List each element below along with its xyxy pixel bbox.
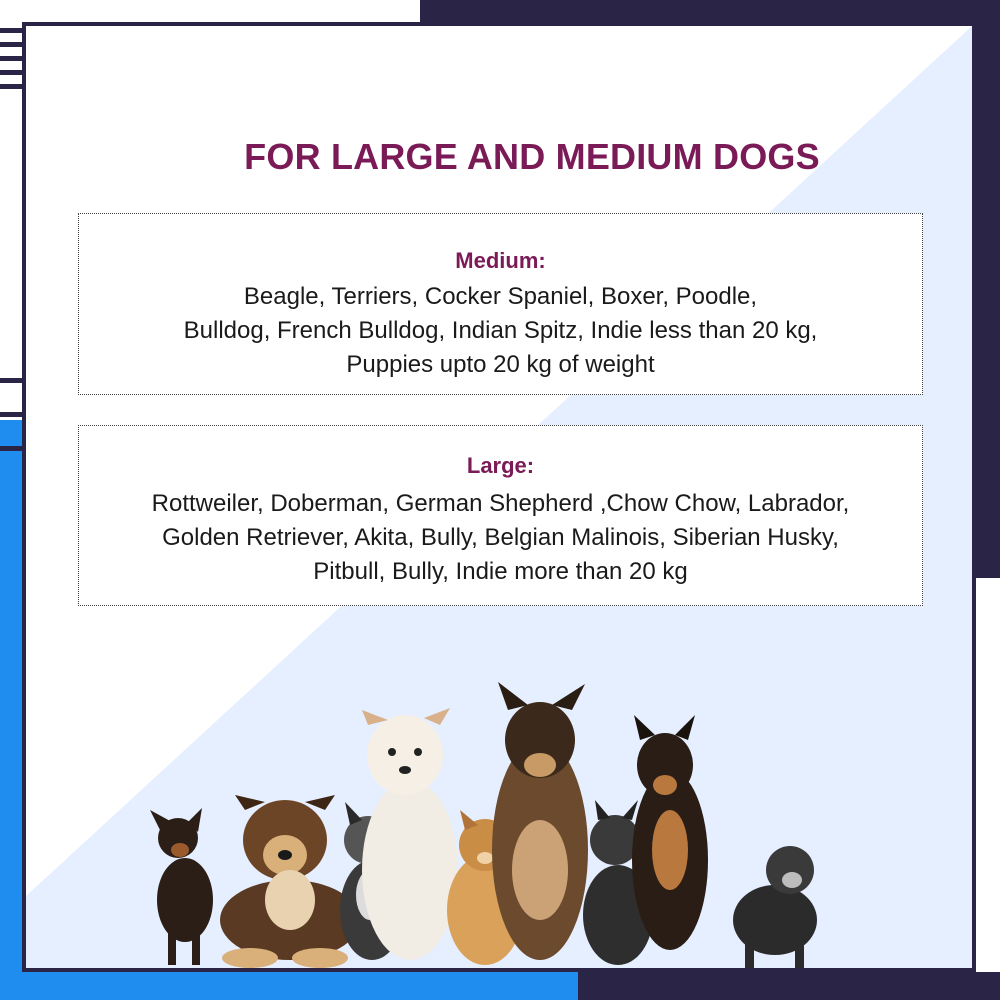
- medium-line-3: Puppies upto 20 kg of weight: [346, 351, 655, 378]
- stripe-top-4: [0, 70, 22, 75]
- dogs-group-image: [140, 670, 830, 975]
- page-title: FOR LARGE AND MEDIUM DOGS: [244, 136, 820, 177]
- navy-strip-bottom: [578, 972, 1000, 1000]
- dog-german-shepherd: [492, 682, 588, 960]
- dog-white-fluffy: [362, 708, 458, 960]
- stripe-mid-1: [0, 378, 22, 383]
- stripe-mid-2: [0, 412, 22, 417]
- dog-shaggy-small: [733, 846, 817, 968]
- white-strip-right: [976, 578, 1000, 1000]
- large-heading: Large:: [466, 453, 535, 478]
- stripe-top-2: [0, 42, 22, 47]
- large-line-3: Pitbull, Bully, Indie more than 20 kg: [313, 558, 688, 585]
- dog-small-black-tan: [150, 808, 213, 965]
- large-line-2: Golden Retriever, Akita, Bully, Belgian Malinois, Siberian Husky,: [162, 524, 839, 551]
- stripe-top-1: [0, 28, 22, 33]
- medium-line-2: Bulldog, French Bulldog, Indian Spitz, Indie less than 20 kg,: [183, 317, 818, 344]
- stripe-top-3: [0, 56, 22, 61]
- large-box: [78, 425, 923, 606]
- large-line-1: Rottweiler, Doberman, German Shepherd ,Chow Chow, Labrador,: [151, 490, 850, 517]
- dog-kelpie: [632, 715, 708, 950]
- medium-line-1: Beagle, Terriers, Cocker Spaniel, Boxer, Poodle,: [243, 283, 758, 310]
- stripe-top-5: [0, 84, 22, 89]
- medium-box: [78, 213, 923, 395]
- medium-heading: Medium:: [455, 248, 546, 273]
- blue-block-bottom: [0, 972, 578, 1000]
- stripe-mid-3: [0, 446, 22, 451]
- dog-shepherd-mix: [220, 795, 360, 968]
